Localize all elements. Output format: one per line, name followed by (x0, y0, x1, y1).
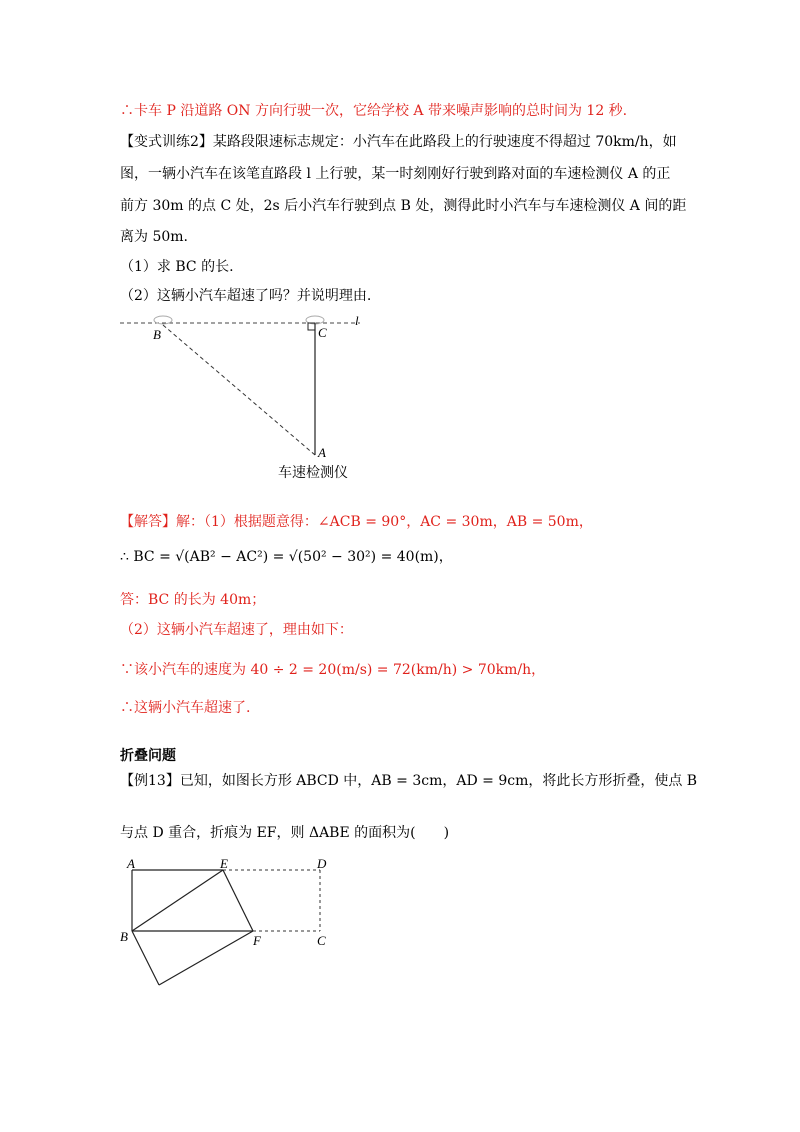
label-l: l (355, 313, 359, 328)
text-line-1: ∴卡车 P 沿道路 ON 方向行驶一次，它给学校 A 带来噪声影响的总时间为 12 秒. (120, 103, 628, 119)
text-line-4: 前方 30m 的点 C 处，2s 后小汽车行驶到点 B 处，测得此时小汽车与车速检测仪 A 间的距 (120, 198, 687, 214)
label-a: A (127, 856, 135, 871)
text-line-6: （1）求 BC 的长. (120, 259, 234, 275)
text-line-5: 离为 50m. (120, 229, 188, 245)
text-line-3: 图，一辆小汽车在该笔直路段 l 上行驶，某一时刻刚好行驶到路对面的车速检测仪 A 的正 (120, 166, 671, 182)
answer-line-1: 【解答】解：（1）根据题意得：∠ACB = 90°，AC = 30m，AB = 50m， (120, 514, 593, 530)
folded-side-1 (132, 931, 159, 985)
example-line-1: 【例13】已知，如图长方形 ABCD 中，AB = 3cm，AD = 9cm，将此长方形折叠，使点 B (120, 773, 698, 789)
example-line-2: 与点 D 重合，折痕为 EF，则 ΔABE 的面积为( ) (120, 825, 450, 841)
answer-line-5: ∵该小汽车的速度为 40 ÷ 2 = 20(m/s) = 72(km/h) > 70km/h， (120, 662, 546, 678)
caption-detector: 车速检测仪 (278, 465, 348, 481)
text-line-2: 【变式训练2】某路段限速标志规定：小汽车在此路段上的行驶速度不得超过 70km/h，如 (120, 134, 677, 150)
label-f: F (253, 933, 261, 948)
figure-folded-rectangle (115, 853, 345, 993)
answer-line-4: （2）这辆小汽车超速了，理由如下： (120, 622, 353, 638)
answer-line-6: ∴这辆小汽车超速了. (120, 700, 251, 716)
answer-line-2: ∴ BC = √(AB² − AC²) = √(50² − 30²) = 40(m)， (120, 549, 453, 565)
label-d: D (317, 856, 327, 871)
answer-line-3: 答：BC 的长为 40m； (120, 592, 266, 608)
fold-line-ef (223, 870, 253, 931)
text-line-7: （2）这辆小汽车超速了吗？并说明理由. (120, 288, 372, 304)
label-e: E (220, 856, 228, 871)
label-c: C (317, 933, 326, 948)
segment-ab (163, 325, 315, 455)
label-b: B (120, 929, 128, 944)
label-a: A (318, 445, 326, 460)
figure-speed-detection (115, 305, 385, 490)
segment-be (132, 870, 223, 931)
label-c: C (318, 325, 327, 340)
label-b: B (153, 327, 161, 342)
folded-side-2 (159, 931, 253, 985)
section-heading-folding: 折叠问题 (120, 748, 176, 764)
